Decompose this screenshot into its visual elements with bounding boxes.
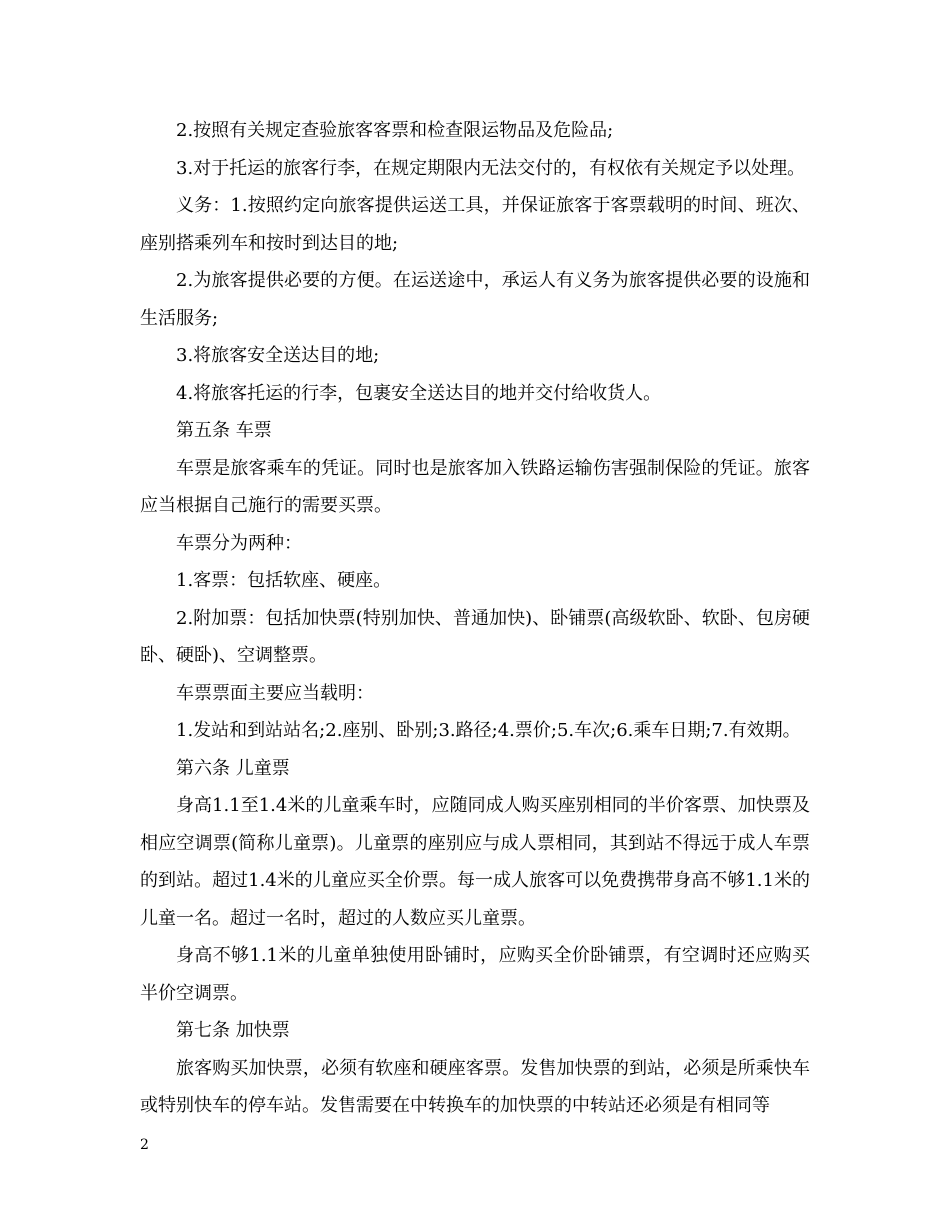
paragraph: 身高1.1至1.4米的儿童乘车时，应随同成人购买座别相同的半价客票、加快票及相应空调票(简称儿童票)。儿童票的座别应与成人票相同，其到站不得远于成人车票的到站。超过1.4米的儿童应买全价票。每一成人旅客可以免费携带身高不够1.1米的儿童一名。超过一名时，超过的人数应买儿童票。 <box>140 795 810 929</box>
paragraph: 4.将旅客托运的行李，包裹安全送达目的地并交付给收货人。 <box>176 382 662 404</box>
paragraph: 车票分为两种： <box>176 532 302 554</box>
document-body <box>140 112 810 1125</box>
paragraph: 身高不够1.1米的儿童单独使用卧铺时，应购买全价卧铺票，有空调时还应购买半价空调票。 <box>140 945 810 1004</box>
page-number: 2 <box>140 1137 149 1153</box>
paragraph: 2.附加票：包括加快票(特别加快、普通加快)、卧铺票(高级软卧、软卧、包房硬卧、硬卧)、空调整票。 <box>140 607 810 666</box>
section-heading: 第六条 儿童票 <box>176 757 290 779</box>
paragraph: 车票是旅客乘车的凭证。同时也是旅客加入铁路运输伤害强制保险的凭证。旅客应当根据自己施行的需要买票。 <box>140 457 810 516</box>
paragraph: 旅客购买加快票，必须有软座和硬座客票。发售加快票的到站，必须是所乘快车或特别快车的停车站。发售需要在中转换车的加快票的中转站还必须是有相同等 <box>140 1057 810 1116</box>
section-heading: 第七条 加快票 <box>176 1020 290 1041</box>
paragraph: 3.对于托运的旅客行李，在规定期限内无法交付的，有权依有关规定予以处理。 <box>176 157 806 179</box>
paragraph: 车票票面主要应当载明： <box>176 682 374 704</box>
paragraph: 1.发站和到站站名;2.座别、卧别;3.路径;4.票价;5.车次;6.乘车日期;7.有效期。 <box>176 720 801 741</box>
paragraph: 1.客票：包括软座、硬座。 <box>176 570 392 591</box>
paragraph: 2.按照有关规定查验旅客客票和检查限运物品及危险品; <box>176 120 614 141</box>
section-heading: 第五条 车票 <box>176 420 272 441</box>
paragraph: 义务：1.按照约定向旅客提供运送工具，并保证旅客于客票载明的时间、班次、座别搭乘列车和按时到达目的地; <box>140 195 810 254</box>
paragraph: 2.为旅客提供必要的方便。在运送途中，承运人有义务为旅客提供必要的设施和生活服务; <box>140 270 810 329</box>
paragraph: 3.将旅客安全送达目的地; <box>176 345 380 366</box>
